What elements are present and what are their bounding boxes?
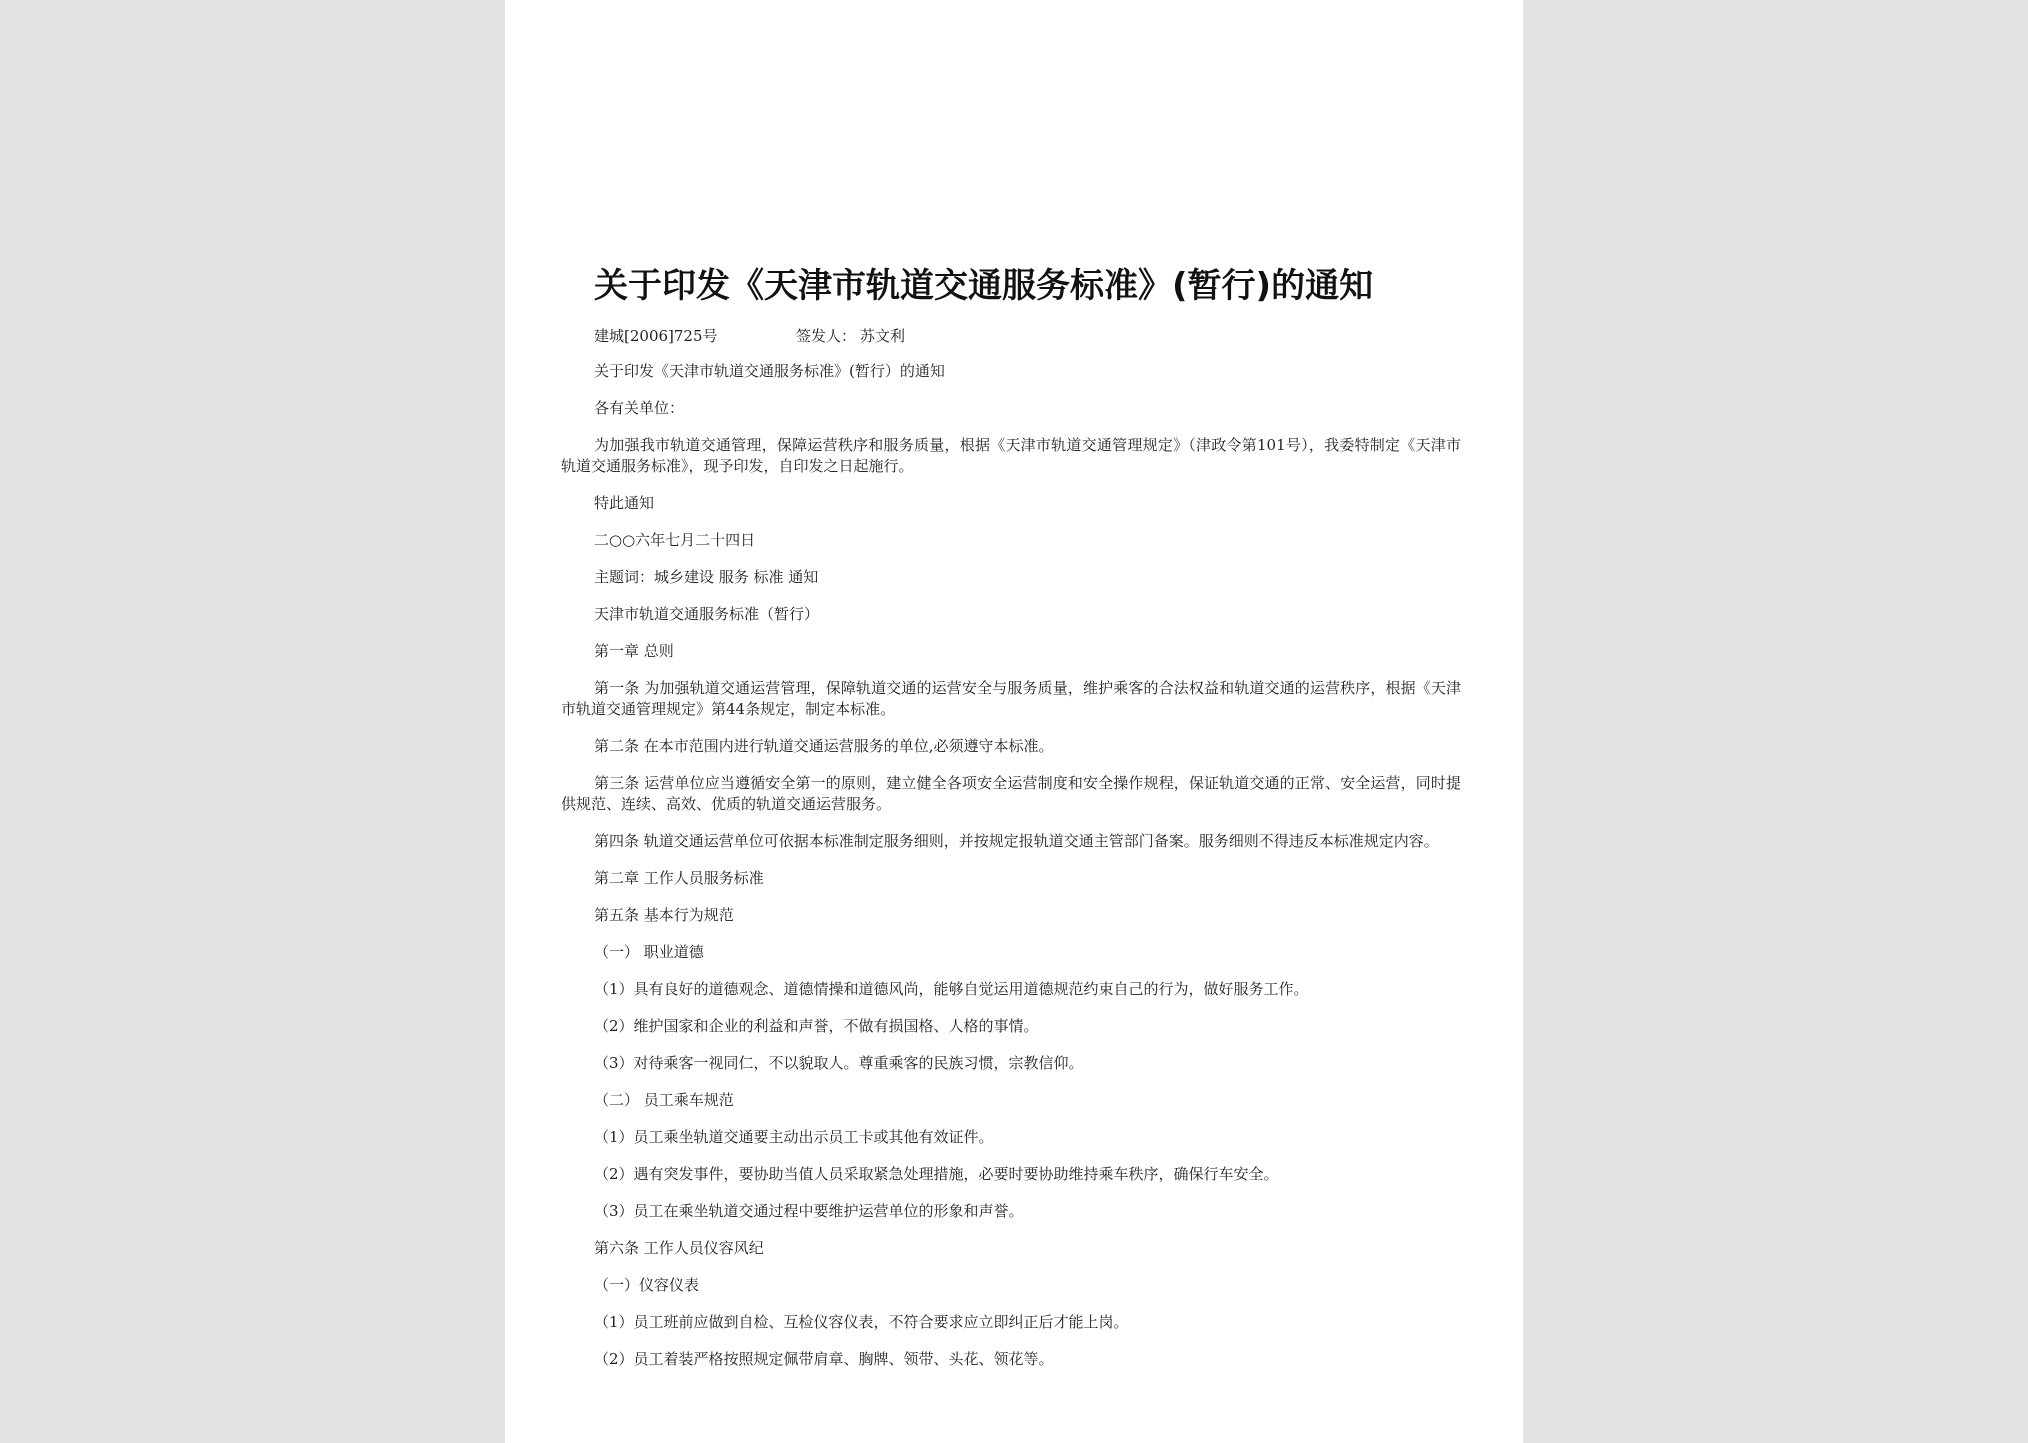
section-heading: （一）仪容仪表 xyxy=(594,1276,700,1294)
document-title: 关于印发《天津市轨道交通服务标准》(暂行)的通知 xyxy=(594,266,1374,306)
article-paragraph: 第一条 为加强轨道交通运营管理，保障轨道交通的运营安全与服务质量，维护乘客的合法权益和轨道交通的运营秩序，根据《天津市轨道交通管理规定》第44条规定，制定本标准。 xyxy=(561,679,1461,718)
document-page xyxy=(505,0,1523,1443)
notice-date: 二○○六年七月二十四日 xyxy=(594,531,756,549)
article-paragraph: 第二条 在本市范围内进行轨道交通运营服务的单位,必须遵守本标准。 xyxy=(594,737,1054,755)
list-item: （1）员工班前应做到自检、互检仪容仪表，不符合要求应立即纠正后才能上岗。 xyxy=(594,1313,1129,1331)
signer-label: 签发人： xyxy=(796,327,857,345)
list-item: （1）员工乘坐轨道交通要主动出示员工卡或其他有效证件。 xyxy=(594,1128,994,1146)
addressee-line: 各有关单位： xyxy=(594,399,685,417)
list-item: （2）维护国家和企业的利益和声誉，不做有损国格、人格的事情。 xyxy=(594,1017,1039,1035)
section-heading: （一） 职业道德 xyxy=(594,943,704,961)
section-heading: （二） 员工乘车规范 xyxy=(594,1091,734,1109)
article-paragraph: 第三条 运营单位应当遵循安全第一的原则，建立健全各项安全运营制度和安全操作规程，保证轨道交通的正常、安全运营，同时提供规范、连续、高效、优质的轨道交通运营服务。 xyxy=(561,774,1461,813)
article-paragraph: 第四条 轨道交通运营单位可依据本标准制定服务细则，并按规定报轨道交通主管部门备案。服务细则不得违反本标准规定内容。 xyxy=(594,832,1439,850)
chapter-heading: 第二章 工作人员服务标准 xyxy=(594,869,764,887)
list-item: （3）对待乘客一视同仁，不以貌取人。尊重乘客的民族习惯，宗教信仰。 xyxy=(594,1054,1084,1072)
notice-body-paragraph: 为加强我市轨道交通管理，保障运营秩序和服务质量，根据《天津市轨道交通管理规定》（津政令第101号），我委特制定《天津市轨道交通服务标准》，现予印发，自印发之日起施行。 xyxy=(561,436,1461,475)
signer-line xyxy=(796,324,905,348)
chapter-heading: 第一章 总则 xyxy=(594,642,674,660)
document-body xyxy=(561,361,1461,1386)
notice-subject-line: 关于印发《天津市轨道交通服务标准》(暂行）的通知 xyxy=(594,362,945,380)
list-item: （2）员工着装严格按照规定佩带肩章、胸牌、领带、头花、领花等。 xyxy=(594,1350,1054,1368)
subject-keywords: 主题词：城乡建设 服务 标准 通知 xyxy=(594,568,819,586)
document-number: 建城[2006]725号 xyxy=(594,327,718,345)
article-heading: 第五条 基本行为规范 xyxy=(594,906,734,924)
list-item: （3）员工在乘坐轨道交通过程中要维护运营单位的形象和声誉。 xyxy=(594,1202,1024,1220)
signer-name: 苏文利 xyxy=(860,327,906,345)
list-item: （1）具有良好的道德观念、道德情操和道德风尚，能够自觉运用道德规范约束自己的行为，做好服务工作。 xyxy=(594,980,1309,998)
article-heading: 第六条 工作人员仪容风纪 xyxy=(594,1239,764,1257)
notice-closing: 特此通知 xyxy=(594,494,655,512)
list-item: （2）遇有突发事件，要协助当值人员采取紧急处理措施，必要时要协助维持乘车秩序，确保行车安全。 xyxy=(594,1165,1279,1183)
standard-title: 天津市轨道交通服务标准（暂行） xyxy=(594,605,820,623)
